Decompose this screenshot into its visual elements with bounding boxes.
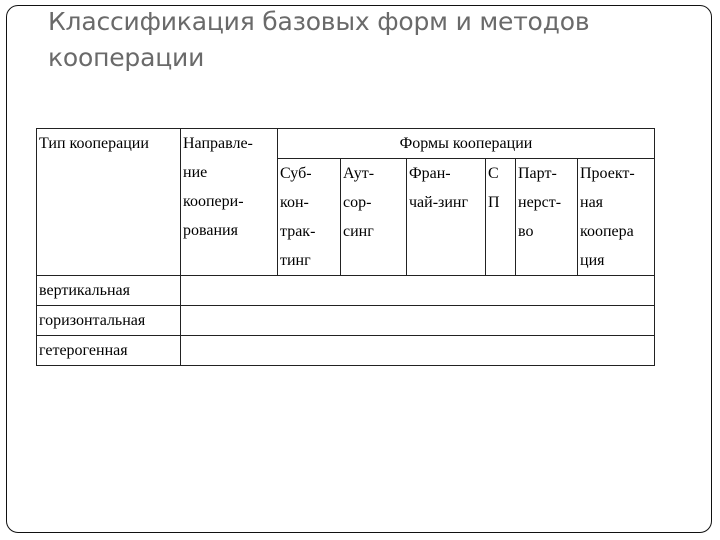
form-subcontracting: Суб- кон- трак- тинг — [278, 159, 341, 276]
row-label-heterogeneous: гетерогенная — [37, 336, 181, 366]
row-empty-cell — [181, 336, 655, 366]
form-project-cooperation: Проект- ная коопера ция — [578, 159, 655, 276]
table-row — [37, 336, 655, 366]
form-partnership: Парт- нерст- во — [516, 159, 578, 276]
forms-header: Формы кооперации — [278, 129, 655, 159]
form-outsourcing: Аут- сор- синг — [341, 159, 407, 276]
col-type-header: Тип кооперации — [37, 129, 181, 276]
row-empty-cell — [181, 276, 655, 306]
row-label-vertical: вертикальная — [37, 276, 181, 306]
table-row — [37, 276, 655, 306]
slide-title: Классификация базовых форм и методов кооперации — [48, 7, 590, 72]
cooperation-table — [36, 128, 655, 366]
form-franchising: Фран- чай-зинг — [407, 159, 486, 276]
col-direction-header: Направле- ние коопери- рования — [181, 129, 278, 276]
form-sp: С П — [486, 159, 516, 276]
row-label-horizontal: горизонтальная — [37, 306, 181, 336]
row-empty-cell — [181, 306, 655, 336]
table-row — [37, 306, 655, 336]
